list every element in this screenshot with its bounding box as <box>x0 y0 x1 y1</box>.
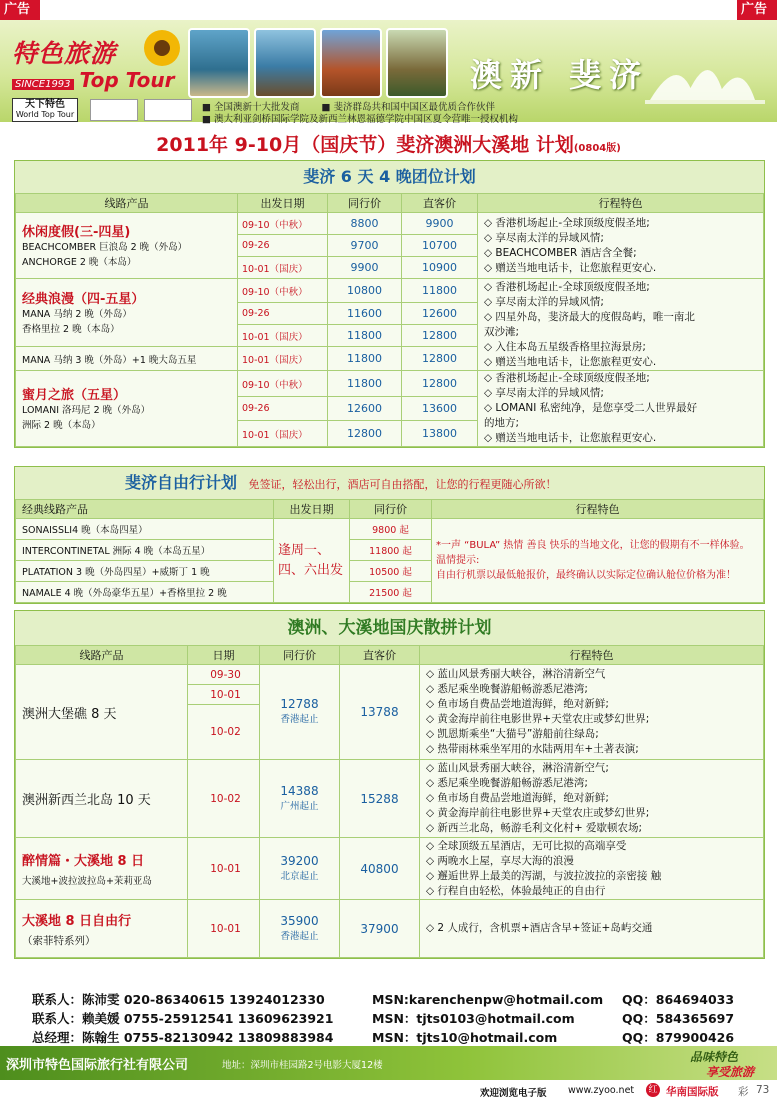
slogan-2: 享受旅游 <box>706 1065 755 1079</box>
aus-route-name: 醉情篇・大溪地 8 日 <box>22 854 145 869</box>
contact-qq: QQ：879900426 <box>622 1030 735 1045</box>
feature-line: ◇ 蓝山风景秀丽大峡谷，淋浴清新空气 <box>426 668 606 680</box>
origin: 香港起止 <box>280 930 319 942</box>
table-row <box>16 838 764 900</box>
date-cell: 09-10（中秋） <box>238 371 328 397</box>
feature-line: ◇ 鱼市场自费品尝地道海鲜，绝对新鲜; <box>426 698 609 710</box>
fiji-group-table <box>15 193 764 447</box>
feature-line: 的地方; <box>484 417 520 429</box>
aus-route-sub: （索菲特系列） <box>22 934 96 947</box>
feature-line: ◇ 入住本岛五星级香格里拉海景房; <box>484 340 646 353</box>
welcome-text: 欢迎浏览电子版 <box>480 1088 547 1099</box>
table-row <box>16 213 764 235</box>
col-header: 同行价 <box>260 646 340 665</box>
feature-line: ◇ 享尽南太洋的异域风情; <box>484 387 604 399</box>
sunflower-icon <box>140 26 184 70</box>
feature-line: ◇ 蓝山风景秀丽大峡谷，淋浴清新空气; <box>426 762 609 774</box>
photo-kangaroo <box>386 28 448 98</box>
site-link[interactable]: www.zyoo.net <box>568 1085 635 1096</box>
peer-price: 12788 <box>280 697 319 711</box>
aus-route-cell <box>16 900 188 958</box>
partner-logo-1 <box>90 99 138 121</box>
aus-heading: 澳洲、大溪地国庆散拼计划 <box>15 611 764 645</box>
feature-line: ◇ 行程自由轻松，体验最纯正的自由行 <box>426 884 606 897</box>
route-desc: BEACHCOMBER 巨浪岛 2 晚（外岛） <box>22 242 188 253</box>
page-title-version: (0804版) <box>573 143 621 154</box>
free-note-line: *一声 “BULA” 热情 善良 快乐的当地文化，让您的假期有不一样体验。 <box>436 540 750 551</box>
route-desc: MANA 马纳 2 晚（外岛） <box>22 309 132 320</box>
table-header-row <box>16 500 764 519</box>
footer-band <box>0 1046 777 1080</box>
route-cell <box>16 371 238 447</box>
photo-beach <box>188 28 250 98</box>
features-cell <box>420 665 764 760</box>
banner-title: 澳新 斐济 <box>470 56 650 94</box>
date-cell: 09-10（中秋） <box>238 213 328 235</box>
route-desc: 香格里拉 2 晚（本岛） <box>22 324 120 335</box>
peer-price: 12600 <box>328 397 402 421</box>
direct-price: 12800 <box>402 325 478 347</box>
route-desc: LOMANI 洛玛尼 2 晚（外岛） <box>22 405 151 416</box>
aus-route-name: 澳洲大堡礁 8 天 <box>16 665 188 760</box>
free-route: PLATATION 3 晚（外岛四星）+威斯丁 1 晚 <box>16 561 274 582</box>
feature-line: ◇ 香港机场起止-全球顶级度假圣地; <box>484 216 650 229</box>
contact-msn: MSN:karenchenpw@hotmail.com <box>372 992 604 1007</box>
feature-line: ◇ 2 人成行，含机票+酒店含早+签证+岛屿交通 <box>426 922 653 934</box>
col-header: 出发日期 <box>238 194 328 213</box>
peer-price: 8800 <box>328 213 402 235</box>
peer-price: 11800 <box>328 325 402 347</box>
date-cell: 10-02 <box>188 705 260 760</box>
fiji-free-tagline: 免签证，轻松出行，酒店可自由搭配，让您的行程更随心所欲！ <box>248 478 557 491</box>
features-cell <box>478 213 764 279</box>
opera-house-icon <box>640 30 770 110</box>
free-route: NAMALE 4 晚（外岛豪华五星）+香格里拉 2 晚 <box>16 582 274 603</box>
feature-line: ◇ 赠送当地电话卡，让您旅程更安心. <box>484 355 657 368</box>
col-header: 行程特色 <box>478 194 764 213</box>
date-cell: 09-30 <box>188 665 260 685</box>
free-route: INTERCONTINETAL 洲际 4 晚（本岛五星） <box>16 540 274 561</box>
contact-row <box>32 1028 734 1047</box>
fiji-group-section <box>14 160 765 448</box>
feature-line: ◇ 热带雨林乘坐军用的水陆两用车+土著表演; <box>426 743 639 755</box>
direct-price: 11800 <box>402 279 478 303</box>
page-title-text: 2011年 9-10月（国庆节）斐济澳洲大溪地 计划 <box>156 134 574 156</box>
contact-msn: MSN：tjts10@hotmail.com <box>372 1030 558 1045</box>
direct-price: 15288 <box>340 760 420 838</box>
table-row <box>16 900 764 958</box>
free-note-line: 温情提示: <box>436 555 480 566</box>
col-header: 同行价 <box>328 194 402 213</box>
aus-peer-cell <box>260 665 340 760</box>
fiji-free-heading: 斐济自由行计划 <box>125 473 238 492</box>
peer-price: 11600 <box>328 303 402 325</box>
date-cell: 10-01 <box>188 838 260 900</box>
table-row <box>16 760 764 838</box>
photo-pier <box>254 28 316 98</box>
ad-label-left: 广告 <box>0 0 40 20</box>
aus-route-name: 大溪地 8 日自由行 <box>22 913 132 929</box>
contact-qq: QQ：864694033 <box>622 992 735 1007</box>
direct-price: 12800 <box>402 371 478 397</box>
logo-cn: 特色旅游 <box>12 39 117 68</box>
free-notes-cell <box>432 519 764 603</box>
feature-line: ◇ 悉尼乘坐晚餐游船畅游悉尼港湾; <box>426 777 588 789</box>
feature-line: ◇ 凯恩斯乘坐“大猫号”游船前往绿岛; <box>426 728 599 740</box>
feature-line: ◇ 鱼市场自费品尝地道海鲜，绝对新鲜; <box>426 792 609 804</box>
peer-price: 11800 <box>328 371 402 397</box>
bottom-strip <box>0 1082 777 1100</box>
feature-line: ◇ 香港机场起止-全球顶级度假圣地; <box>484 372 650 384</box>
free-note-line: 自由行机票以最低舱报价，最终确认以实际定位确认舱位价格为准！ <box>436 570 736 581</box>
date-cell: 10-01（国庆） <box>238 347 328 371</box>
company-address: 地址：深圳市桂园路2号电影大厦12楼 <box>222 1060 383 1071</box>
col-header: 线路产品 <box>16 194 238 213</box>
peer-price: 11800 <box>328 347 402 371</box>
features-cell <box>420 838 764 900</box>
direct-price: 10900 <box>402 257 478 279</box>
logo-since: SINCE1993 <box>12 79 74 90</box>
col-header: 直客价 <box>340 646 420 665</box>
page-label: 彩 <box>738 1086 749 1098</box>
feature-line: ◇ 四星外岛，斐济最大的度假岛屿，唯一南北 <box>484 310 695 323</box>
contact-row <box>32 990 734 1009</box>
aus-route-sub: 大溪地+波拉波拉岛+茉莉亚岛 <box>22 876 152 887</box>
feature-line: ◇ 享尽南太洋的异域风情; <box>484 295 604 308</box>
logo-top-tour <box>12 34 182 94</box>
header-notes <box>202 102 518 126</box>
route-cell <box>16 279 238 347</box>
feature-line: ◇ 赠送当地电话卡，让您旅程更安心. <box>484 261 657 274</box>
free-price: 9800 起 <box>350 519 432 540</box>
origin: 北京起止 <box>280 870 319 882</box>
contact-row <box>32 1009 734 1028</box>
aus-section <box>14 610 765 959</box>
feature-line: ◇ 全球顶级五星酒店，无可比拟的高端享受 <box>426 839 627 852</box>
feature-line: ◇ 享尽南太洋的异域风情; <box>484 231 604 244</box>
free-price: 21500 起 <box>350 582 432 603</box>
origin: 广州起止 <box>280 800 319 812</box>
contact-qq: QQ：584365697 <box>622 1011 735 1026</box>
feature-line: ◇ 悉尼乘坐晚餐游船畅游悉尼港湾; <box>426 683 588 695</box>
col-header: 日期 <box>188 646 260 665</box>
contact-name: 联系人：赖美媛 0755-25912541 13609623921 <box>32 1011 334 1026</box>
fiji-free-table <box>15 499 764 603</box>
aus-route-cell <box>16 838 188 900</box>
aus-peer-cell <box>260 838 340 900</box>
departure-cell: 逢周一、四、六出发 <box>274 519 350 603</box>
date-cell: 09-26 <box>238 397 328 421</box>
route-desc: MANA 马纳 3 晚（外岛）+1 晚大岛五星 <box>16 347 238 371</box>
date-cell: 10-01（国庆） <box>238 325 328 347</box>
feature-line: ◇ 赠送当地电话卡，让您旅程更安心. <box>484 432 657 444</box>
feature-line: ◇ LOMANI 私密纯净，是您享受二人世界最好 <box>484 402 698 414</box>
feature-line: ◇ 邂逅世界上最美的泻湖，与波拉波拉的亲密接 触 <box>426 869 662 882</box>
route-cell <box>16 213 238 279</box>
direct-price: 40800 <box>340 838 420 900</box>
free-price: 11800 起 <box>350 540 432 561</box>
date-cell: 10-01 <box>188 685 260 705</box>
feature-line: ◇ 黄金海岸前往电影世界+天堂农庄或梦幻世界; <box>426 807 650 819</box>
date-cell: 10-01（国庆） <box>238 257 328 279</box>
table-row <box>16 665 764 685</box>
peer-price: 12800 <box>328 421 402 447</box>
origin: 香港起止 <box>280 714 319 725</box>
photo-uluru <box>320 28 382 98</box>
date-cell: 09-10（中秋） <box>238 279 328 303</box>
date-cell: 10-02 <box>188 760 260 838</box>
partner-logo-2 <box>144 99 192 121</box>
logo-world-top-tour <box>12 98 78 122</box>
direct-price: 10700 <box>402 235 478 257</box>
route-desc: 洲际 2 晚（本岛） <box>22 420 101 431</box>
contact-msn: MSN：tjts0103@hotmail.com <box>372 1011 575 1026</box>
edition-name: 华南国际版 <box>666 1086 719 1098</box>
aus-table <box>15 645 764 958</box>
header-note-3: ■ 澳大利亚剑桥国际学院及新西兰林恩福德学院中国区夏令营唯一授权机构 <box>202 114 518 125</box>
route-desc: ANCHORGE 2 晚（本岛） <box>22 257 137 268</box>
features-cell <box>420 760 764 838</box>
contact-name: 联系人：陈沛雯 020-86340615 13924012330 <box>32 992 325 1007</box>
features-cell <box>420 900 764 958</box>
aus-peer-cell <box>260 900 340 958</box>
header-note-1: ■ 全国澳新十大批发商 <box>202 102 300 113</box>
peer-price: 9700 <box>328 235 402 257</box>
direct-price: 13800 <box>402 421 478 447</box>
col-header: 行程特色 <box>432 500 764 519</box>
route-name: 经典浪漫（四-五星） <box>22 292 145 307</box>
table-header-row <box>16 646 764 665</box>
fiji-free-section <box>14 466 765 604</box>
brand2-cn: 天下特色 <box>25 99 65 110</box>
aus-route-name: 澳洲新西兰北岛 10 天 <box>16 760 188 838</box>
col-header: 出发日期 <box>274 500 350 519</box>
brand2-en: World Top Tour <box>15 110 75 119</box>
table-row <box>16 279 764 303</box>
date-cell: 09-26 <box>238 235 328 257</box>
ad-label-right: 广告 <box>737 0 777 20</box>
photo-strip <box>188 28 448 98</box>
date-cell: 10-01（国庆） <box>238 421 328 447</box>
date-cell: 09-26 <box>238 303 328 325</box>
company-name: 深圳市特色国际旅行社有限公司 <box>6 1058 189 1073</box>
col-header: 经典线路产品 <box>16 500 274 519</box>
direct-price: 13788 <box>340 665 420 760</box>
logo-en: Top Tour <box>79 68 175 92</box>
edition-badge-icon: 红 <box>646 1083 660 1097</box>
aus-peer-cell <box>260 760 340 838</box>
date-cell: 10-01 <box>188 900 260 958</box>
header-note-2: ■ 斐济群岛共和国中国区最优质合作伙伴 <box>321 102 495 113</box>
peer-price: 39200 <box>280 853 319 868</box>
direct-price: 12800 <box>402 347 478 371</box>
free-price: 10500 起 <box>350 561 432 582</box>
page-number: 73 <box>756 1084 770 1096</box>
fiji-group-heading: 斐济 6 天 4 晚团位计划 <box>15 161 764 193</box>
feature-line: ◇ 香港机场起止-全球顶级度假圣地; <box>484 280 650 293</box>
slogan-1: 品味特色 <box>690 1050 739 1064</box>
feature-line: 双沙滩; <box>484 325 520 338</box>
route-name: 休闲度假(三-四星) <box>22 225 131 240</box>
peer-price: 35900 <box>280 913 319 928</box>
features-cell <box>478 371 764 447</box>
feature-line: ◇ 新西兰北岛，畅游毛利文化村+ 爱歇顿农场; <box>426 822 643 834</box>
contacts <box>32 990 734 1047</box>
free-route: SONAISSLI4 晚（本岛四星） <box>16 519 274 540</box>
feature-line: ◇ 黄金海岸前往电影世界+天堂农庄或梦幻世界; <box>426 713 650 725</box>
table-header-row <box>16 194 764 213</box>
direct-price: 13600 <box>402 397 478 421</box>
table-row <box>16 519 764 540</box>
direct-price: 12600 <box>402 303 478 325</box>
col-header: 同行价 <box>350 500 432 519</box>
direct-price: 37900 <box>340 900 420 958</box>
peer-price: 9900 <box>328 257 402 279</box>
feature-line: ◇ 两晚水上屋，享尽大海的浪漫 <box>426 854 574 867</box>
col-header: 行程特色 <box>420 646 764 665</box>
contact-name: 总经理：陈翰生 0755-82130942 13809883984 <box>32 1030 334 1045</box>
table-row <box>16 371 764 397</box>
route-name: 蜜月之旅（五星） <box>22 388 127 403</box>
col-header: 直客价 <box>402 194 478 213</box>
col-header: 线路产品 <box>16 646 188 665</box>
page-title <box>0 130 777 157</box>
peer-price: 14388 <box>280 783 319 798</box>
fiji-free-heading-bar <box>15 467 764 499</box>
features-cell <box>478 279 764 371</box>
feature-line: ◇ BEACHCOMBER 酒店含全餐; <box>484 246 637 259</box>
peer-price: 10800 <box>328 279 402 303</box>
direct-price: 9900 <box>402 213 478 235</box>
